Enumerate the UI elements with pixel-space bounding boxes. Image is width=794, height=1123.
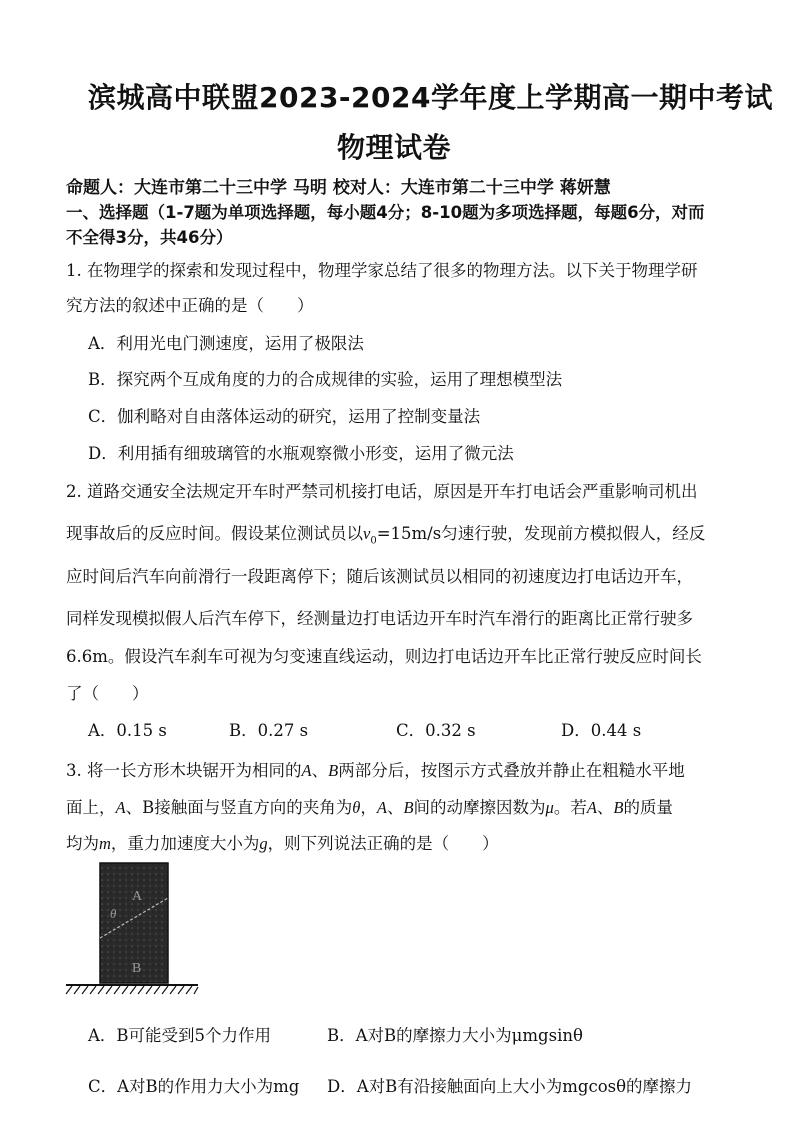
q3-mu: μ (545, 798, 554, 817)
q2-stem-line6: 了（ ） (66, 684, 149, 703)
q3-option-b: B．A对B的摩擦力大小为μmgsinθ (327, 1026, 583, 1045)
q2-line2-b: =15m/s匀速行驶，发现前方模拟假人，经反 (376, 524, 706, 543)
q2-option-b: B．0.27 s (229, 721, 309, 740)
q1-option-b: B．探究两个互成角度的力的合成规律的实验，运用了理想模型法 (88, 370, 563, 389)
q2-option-c: C．0.32 s (396, 721, 476, 740)
fig-label-theta: θ (110, 906, 117, 921)
q3-line2-b: 接触面与竖直方向的夹角为 (154, 798, 353, 817)
q3-var-b: B (403, 798, 414, 817)
q3-line3-a: 均为 (66, 834, 99, 853)
q3-var-a: A (376, 798, 387, 817)
q3-var-a: A (301, 761, 312, 780)
q3-sep: 、 (386, 798, 404, 817)
q3-line2-d: 间的动摩擦因数为 (413, 798, 546, 817)
q2-stem-line5: 6.6m。假设汽车刹车可视为匀变速直线运动，则边打电话边开车比正常行驶反应时间长 (66, 647, 702, 666)
exam-title: 滨城高中联盟2023-2024学年度上学期高一期中考试 (88, 81, 773, 114)
q2-option-d: D．0.44 s (561, 721, 642, 740)
q3-sep: 、 (125, 798, 143, 817)
q3-stem-line1 (66, 757, 685, 781)
q3-option-c: C．A对B的作用力大小为mg (88, 1077, 300, 1096)
q3-var-b: B (142, 798, 155, 817)
q3-stem-line3 (66, 830, 499, 854)
authors-line: 命题人：大连市第二十三中学 马明 校对人：大连市第二十三中学 蒋妍慧 (66, 178, 611, 198)
q3-gravity: g (259, 834, 268, 853)
q3-line3-c: ，则下列说法正确的是（ ） (267, 834, 499, 853)
q3-var-b: B (328, 761, 339, 780)
q3-mass: m (99, 834, 111, 853)
q3-line1-b: 两部分后，按图示方式叠放并静止在粗糙水平地 (338, 761, 685, 780)
q3-option-d: D．A对B有沿接触面向上大小为mgcosθ的摩擦力 (327, 1077, 693, 1096)
q3-line2-c: ， (360, 798, 377, 817)
q3-sep: 、 (311, 761, 329, 780)
fig-label-b: B (132, 961, 142, 976)
q3-line2-a: 面上， (66, 798, 116, 817)
q2-stem-line4: 同样发现模拟假人后汽车停下，经测量边打电话边开车时汽车滑行的距离比正常行驶多 (66, 609, 693, 628)
q3-var-b: B (613, 798, 624, 817)
q1-option-a: A．利用光电门测速度，运用了极限法 (88, 334, 364, 353)
section-heading-line1: 一、选择题（1-7题为单项选择题，每小题4分；8-10题为多项选择题，每题6分，对而 (66, 203, 705, 222)
section-heading-line2: 不全得3分，共46分） (66, 228, 233, 247)
q3-var-a: A (586, 798, 597, 817)
ground-hatching (66, 986, 198, 994)
q2-v-subscript: 0 (370, 535, 377, 547)
q2-v-symbol: v (363, 524, 371, 543)
q1-option-d: D．利用插有细玻璃管的水瓶观察微小形变，运用了微元法 (88, 444, 514, 463)
q3-figure (64, 860, 204, 1000)
fig-label-a: A (132, 889, 143, 904)
q3-line3-b: ，重力加速度大小为 (110, 834, 260, 853)
q3-line2-f: 的质量 (623, 798, 674, 817)
q1-stem-line1: 1. 在物理学的探索和发现过程中，物理学家总结了很多的物理方法。以下关于物理学研 (66, 261, 698, 280)
q3-sep: 、 (596, 798, 614, 817)
q3-stem-line2 (66, 794, 673, 818)
q3-option-a: A．B可能受到5个力作用 (88, 1026, 272, 1045)
q3-theta: θ (352, 798, 361, 817)
q2-stem-line3: 应时间后汽车向前滑行一段距离停下；随后该测试员以相同的初速度边打电话边开车， (66, 567, 693, 586)
q2-stem-line1: 2. 道路交通安全法规定开车时严禁司机接打电话，原因是开车打电话会严重影响司机出 (66, 482, 698, 501)
q2-line2-a: 现事故后的反应时间。假设某位测试员以 (66, 524, 363, 543)
q1-stem-line2: 究方法的叙述中正确的是（ ） (66, 296, 314, 315)
q3-line2-e: 。若 (553, 798, 587, 817)
exam-subtitle: 物理试卷 (337, 131, 452, 164)
q1-option-c: C．伽利略对自由落体运动的研究，运用了控制变量法 (88, 407, 481, 426)
q3-var-a: A (115, 798, 126, 817)
q3-line1-a: 3. 将一长方形木块锯开为相同的 (66, 761, 302, 780)
q2-stem-line2 (66, 520, 705, 546)
q2-option-a: A．0.15 s (88, 721, 167, 740)
